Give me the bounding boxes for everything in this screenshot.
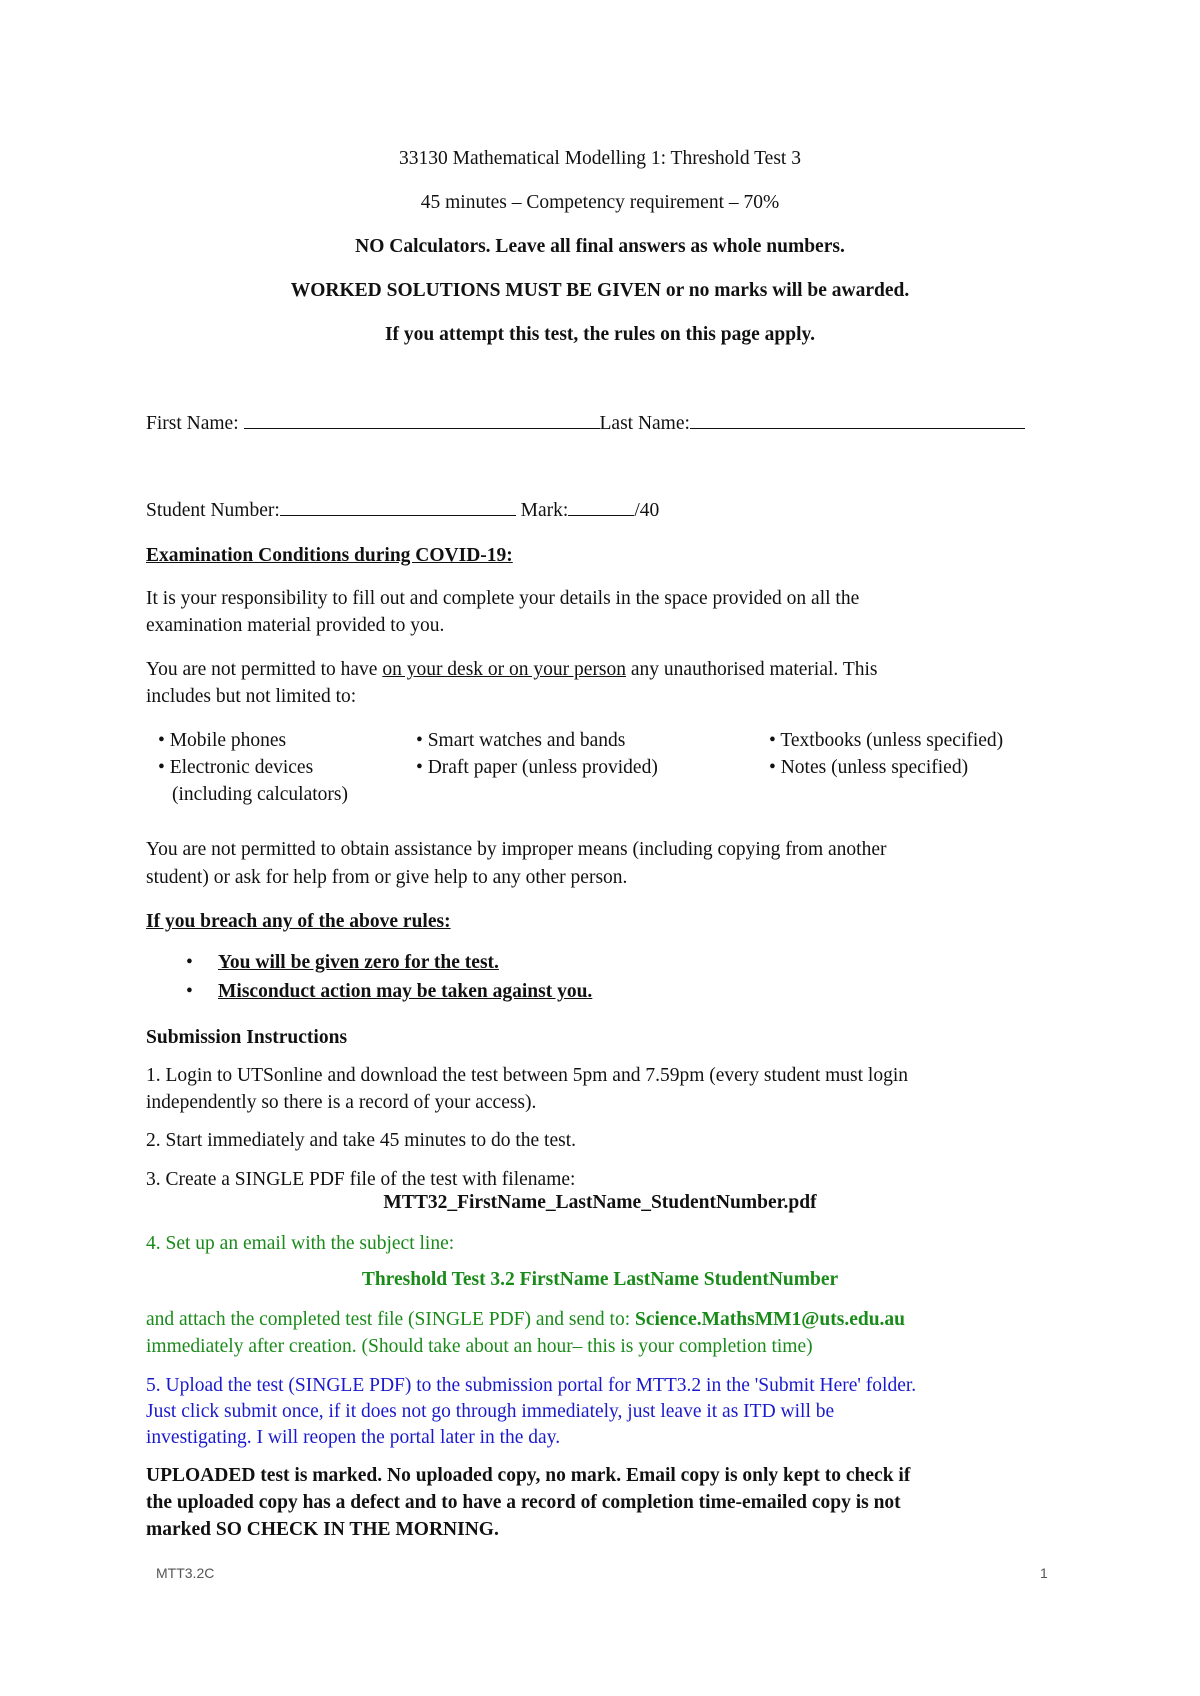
conditions-para1-line1: It is your responsibility to fill out and complete your details in the space provided on all the <box>146 588 860 609</box>
para2-text: You are not permitted to have <box>146 659 383 680</box>
item-electronic-devices-note: (including calculators) <box>172 784 348 805</box>
rule-apply: If you attempt this test, the rules on this page apply. <box>384 324 816 345</box>
step5-line1: 5. Upload the test (SINGLE PDF) to the submission portal for MTT3.2 in the 'Submit Here' folder. <box>146 1375 917 1396</box>
breach-bullet-1: You will be given zero for the test. <box>218 952 499 973</box>
conditions-para2-line2: includes but not limited to: <box>146 686 357 707</box>
step5-line2: Just click submit once, if it does not go through immediately, just leave it as ITD will be <box>146 1401 835 1422</box>
step2: 2. Start immediately and take 45 minutes to do the test. <box>146 1130 576 1151</box>
student-number-field[interactable] <box>280 497 516 516</box>
student-number-label: Student Number: <box>146 500 280 521</box>
breach-heading: If you breach any of the above rules: <box>146 911 451 932</box>
conditions-para1-line2: examination material provided to you. <box>146 615 445 636</box>
email-address[interactable]: Science.MathsMM1@uts.edu.au <box>635 1309 906 1330</box>
last-name-field[interactable] <box>690 410 1025 429</box>
item-smart-watches: • Smart watches and bands <box>416 730 626 751</box>
email-subject-line: Threshold Test 3.2 FirstName LastName StudentNumber <box>361 1269 839 1290</box>
mark-total: /40 <box>634 500 660 521</box>
last-name-label: Last Name: <box>599 413 690 434</box>
step4: 4. Set up an email with the subject line: <box>146 1233 455 1254</box>
item-draft-paper: • Draft paper (unless provided) <box>416 757 658 778</box>
mark-label: Mark: <box>520 500 569 521</box>
final-note-line3: marked SO CHECK IN THE MORNING. <box>146 1519 499 1540</box>
student-row <box>146 497 659 524</box>
test-title: 33130 Mathematical Modelling 1: Threshold Test 3 <box>399 148 801 169</box>
item-textbooks: • Textbooks (unless specified) <box>769 730 1004 751</box>
submission-heading: Submission Instructions <box>146 1027 348 1048</box>
item-electronic-devices: • Electronic devices <box>158 757 314 778</box>
conditions-para2-line1 <box>146 656 877 683</box>
breach-bullet-2: Misconduct action may be taken against you. <box>218 981 593 1002</box>
final-note-line1: UPLOADED test is marked. No uploaded copy, no mark. Email copy is only kept to check if <box>146 1465 911 1486</box>
para2-underlined-text: on your desk or on your person <box>382 659 627 680</box>
conditions-para3-line2: student) or ask for help from or give help to any other person. <box>146 867 628 888</box>
attach-text: and attach the completed test file (SINGLE PDF) and send to: <box>146 1309 636 1330</box>
step1-line2: independently so there is a record of your access). <box>146 1092 537 1113</box>
breach-bullet-dot-2: • <box>186 981 193 1002</box>
conditions-heading: Examination Conditions during COVID-19: <box>146 545 513 566</box>
page-number: 1 <box>1040 1565 1048 1581</box>
attach-line1 <box>146 1306 905 1333</box>
final-note-line2: the uploaded copy has a defect and to have a record of completion time-emailed copy is not <box>146 1492 901 1513</box>
filename: MTT32_FirstName_LastName_StudentNumber.pdf <box>383 1192 817 1213</box>
attach-line2: immediately after creation. (Should take about an hour– this is your completion time) <box>146 1336 813 1357</box>
rule-worked-solutions: WORKED SOLUTIONS MUST BE GIVEN or no marks will be awarded. <box>290 280 910 301</box>
mark-field[interactable] <box>568 497 634 516</box>
step3: 3. Create a SINGLE PDF file of the test with filename: <box>146 1169 576 1190</box>
item-notes: • Notes (unless specified) <box>769 757 969 778</box>
step1-line1: 1. Login to UTSonline and download the test between 5pm and 7.59pm (every student must login <box>146 1065 909 1086</box>
footer-code: MTT3.2C <box>156 1565 215 1581</box>
conditions-para3-line1: You are not permitted to obtain assistance by improper means (including copying from another <box>146 839 887 860</box>
first-name-field[interactable] <box>244 410 600 429</box>
para2-text-end: any unauthorised material. This <box>626 659 878 680</box>
breach-bullet-dot-1: • <box>186 952 193 973</box>
rule-calculators: NO Calculators. Leave all final answers as whole numbers. <box>355 236 845 257</box>
first-name-label: First Name: <box>146 413 239 434</box>
test-subtitle: 45 minutes – Competency requirement – 70% <box>420 192 780 213</box>
name-row <box>146 410 1025 437</box>
step5-line3: investigating. I will reopen the portal later in the day. <box>146 1427 561 1448</box>
item-mobile-phones: • Mobile phones <box>158 730 287 751</box>
